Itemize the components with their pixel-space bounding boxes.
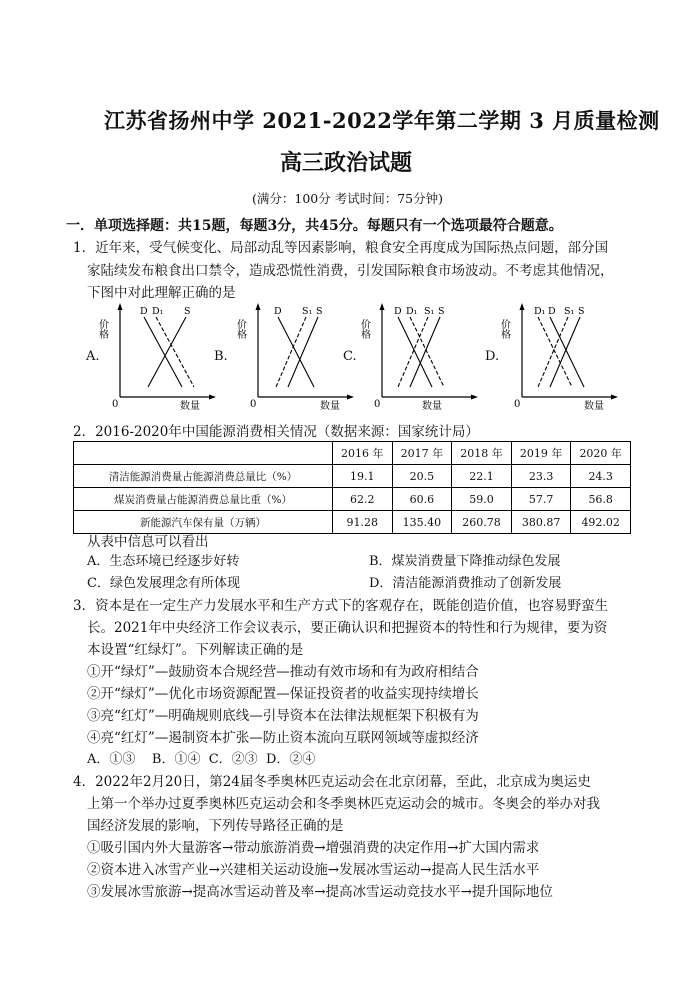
graph-b-ylabel: 价格 — [234, 319, 246, 339]
graph-a-label-1: D — [140, 306, 148, 317]
graph-c-label-3: S₁ — [424, 306, 435, 317]
q3-item-3: ③亮“红灯”—明确规则底线—引导资本在法律法规框架下积极有为 — [87, 708, 479, 724]
graph-c-letter: C. — [343, 349, 357, 364]
graph-a — [98, 303, 216, 413]
q4-line-3: 国经济发展的影响，下列传导路径正确的是 — [87, 818, 344, 834]
graph-d-xlabel: 数量 — [584, 401, 604, 412]
exam-info: (满分：100分 考试时间：75分钟) — [252, 191, 443, 206]
q2-option-c: C．绿色发展理念有所体现 — [87, 576, 240, 591]
table-row-label: 新能源汽车保有量（万辆） — [74, 511, 333, 534]
table-cell: 19.1 — [333, 465, 393, 488]
table-cell: 23.3 — [511, 465, 571, 488]
table-cell: 56.8 — [571, 488, 631, 511]
q1-line-2: 家陆续发布粮食出口禁令，造成恐慌性消费，引发国际粮食市场波动。不考虑其他情况， — [87, 263, 614, 279]
q4-item-1: ①吸引国内外大量游客→带动旅游消费→增强消费的决定作用→扩大国内需求 — [87, 840, 540, 856]
q3-item-2: ②开“绿灯”—优化市场资源配置—保证投资者的收益实现持续增长 — [87, 686, 479, 702]
graph-d-label-4: S — [578, 306, 585, 317]
graph-d-label-2: D — [548, 306, 556, 317]
q4-item-2: ②资本进入冰雪产业→兴建相关运动设施→发展冰雪运动→提高人民生活水平 — [87, 862, 540, 878]
q3-line-2: 长。2021年中央经济工作会议表示，要正确认识和把握资本的特性和行为规律，要为资 — [87, 620, 608, 636]
table-header-cell: 2017 年 — [392, 442, 452, 465]
q3-line-3: 本设置“红绿灯”。下列解读正确的是 — [87, 642, 304, 658]
graph-d-label-3: S₁ — [564, 306, 575, 317]
table-cell: 20.5 — [392, 465, 452, 488]
graph-d-ylabel: 价格 — [498, 319, 510, 339]
graph-a-letter: A. — [86, 349, 100, 364]
graph-b-xlabel: 数量 — [320, 401, 340, 412]
graph-d-letter: D. — [485, 349, 500, 364]
graph-a-label-3: S — [184, 306, 191, 317]
graph-b-origin: 0 — [250, 399, 257, 410]
table-cell: 59.0 — [452, 488, 512, 511]
graph-a-label-2: D₁ — [152, 306, 164, 317]
table-header-cell: 2019 年 — [511, 442, 571, 465]
table-row-label: 煤炭消费量占能源消费总量比重（%） — [74, 488, 333, 511]
graph-d — [500, 303, 618, 413]
q2-stem: 2．2016-2020年中国能源消费相关情况（数据来源：国家统计局） — [73, 424, 479, 440]
graph-c — [360, 303, 478, 413]
q1-line-1: 1．近年来，受气候变化、局部动乱等因素影响，粮食安全再度成为国际热点问题，部分国 — [73, 240, 609, 256]
q3-item-1: ①开“绿灯”—鼓励资本合规经营—推动有效市场和有为政府相结合 — [87, 664, 479, 680]
graph-d-label-1: D₁ — [534, 306, 546, 317]
graph-b-label-3: S — [316, 306, 323, 317]
q1-line-3: 下图中对此理解正确的是 — [87, 285, 236, 301]
table-row — [74, 465, 631, 488]
graph-a-xlabel: 数量 — [180, 401, 200, 412]
table-header-empty — [74, 442, 333, 465]
table-cell: 57.7 — [511, 488, 571, 511]
q3-line-1: 3．资本是在一定生产力发展水平和生产方式下的客观存在，既能创造价值，也容易野蛮生 — [73, 598, 609, 614]
graph-c-label-2: D₁ — [406, 306, 418, 317]
q2-prompt: 从表中信息可以看出 — [87, 534, 209, 550]
q2-option-b: B．煤炭消费量下降推动绿色发展 — [369, 554, 561, 569]
table-cell: 22.1 — [452, 465, 512, 488]
table-row-label: 清洁能源消费量占能源消费总量比（%） — [74, 465, 333, 488]
q4-item-3: ③发展冰雪旅游→提高冰雪运动普及率→提高冰雪运动竞技水平→提升国际地位 — [87, 884, 553, 900]
graph-b-label-1: D — [274, 306, 282, 317]
table-cell: 24.3 — [571, 465, 631, 488]
table-cell: 135.40 — [392, 511, 452, 534]
q3-options: A．①③ B．①④ C．②③ D．②④ — [87, 752, 316, 767]
q2-option-d: D．清洁能源消费推动了创新发展 — [369, 576, 562, 591]
graph-c-ylabel: 价格 — [358, 319, 370, 339]
table-header-cell: 2016 年 — [333, 442, 393, 465]
table-cell: 60.6 — [392, 488, 452, 511]
q4-line-1: 4．2022年2月20日，第24届冬季奥林匹克运动会在北京闭幕，至此，北京成为奥运史 — [73, 774, 591, 790]
table-cell: 62.2 — [333, 488, 393, 511]
graph-b-letter: B. — [214, 349, 228, 364]
energy-table — [73, 441, 631, 534]
table-header-cell: 2020 年 — [571, 442, 631, 465]
graph-c-xlabel: 数量 — [422, 401, 442, 412]
table-header-row — [74, 442, 631, 465]
section-heading: 一．单项选择题：共15题，每题3分，共45分。每题只有一个选项最符合题意。 — [66, 218, 563, 234]
graph-b-label-2: S₁ — [302, 306, 313, 317]
graph-b — [236, 303, 354, 413]
table-cell: 260.78 — [452, 511, 512, 534]
table-cell: 492.02 — [571, 511, 631, 534]
graph-c-label-4: S — [438, 306, 445, 317]
q3-item-4: ④亮“红灯”—遏制资本扩张—防止资本流向互联网领域等虚拟经济 — [87, 730, 479, 746]
graph-a-ylabel: 价格 — [96, 319, 108, 339]
table-header-cell: 2018 年 — [452, 442, 512, 465]
table-cell: 380.87 — [511, 511, 571, 534]
table-cell: 91.28 — [333, 511, 393, 534]
graph-a-origin: 0 — [112, 399, 119, 410]
table-row — [74, 488, 631, 511]
q4-line-2: 上第一个举办过夏季奥林匹克运动会和冬季奥林匹克运动会的城市。冬奥会的举办对我 — [87, 796, 600, 812]
document-title: 江苏省扬州中学 2021-2022学年第二学期 3 月质量检测 — [104, 108, 660, 133]
graph-d-origin: 0 — [514, 399, 521, 410]
q2-option-a: A．生态环境已经逐步好转 — [87, 554, 240, 569]
graph-c-label-1: D — [394, 306, 402, 317]
graph-c-origin: 0 — [374, 399, 381, 410]
document-subtitle: 高三政治试题 — [280, 150, 413, 176]
